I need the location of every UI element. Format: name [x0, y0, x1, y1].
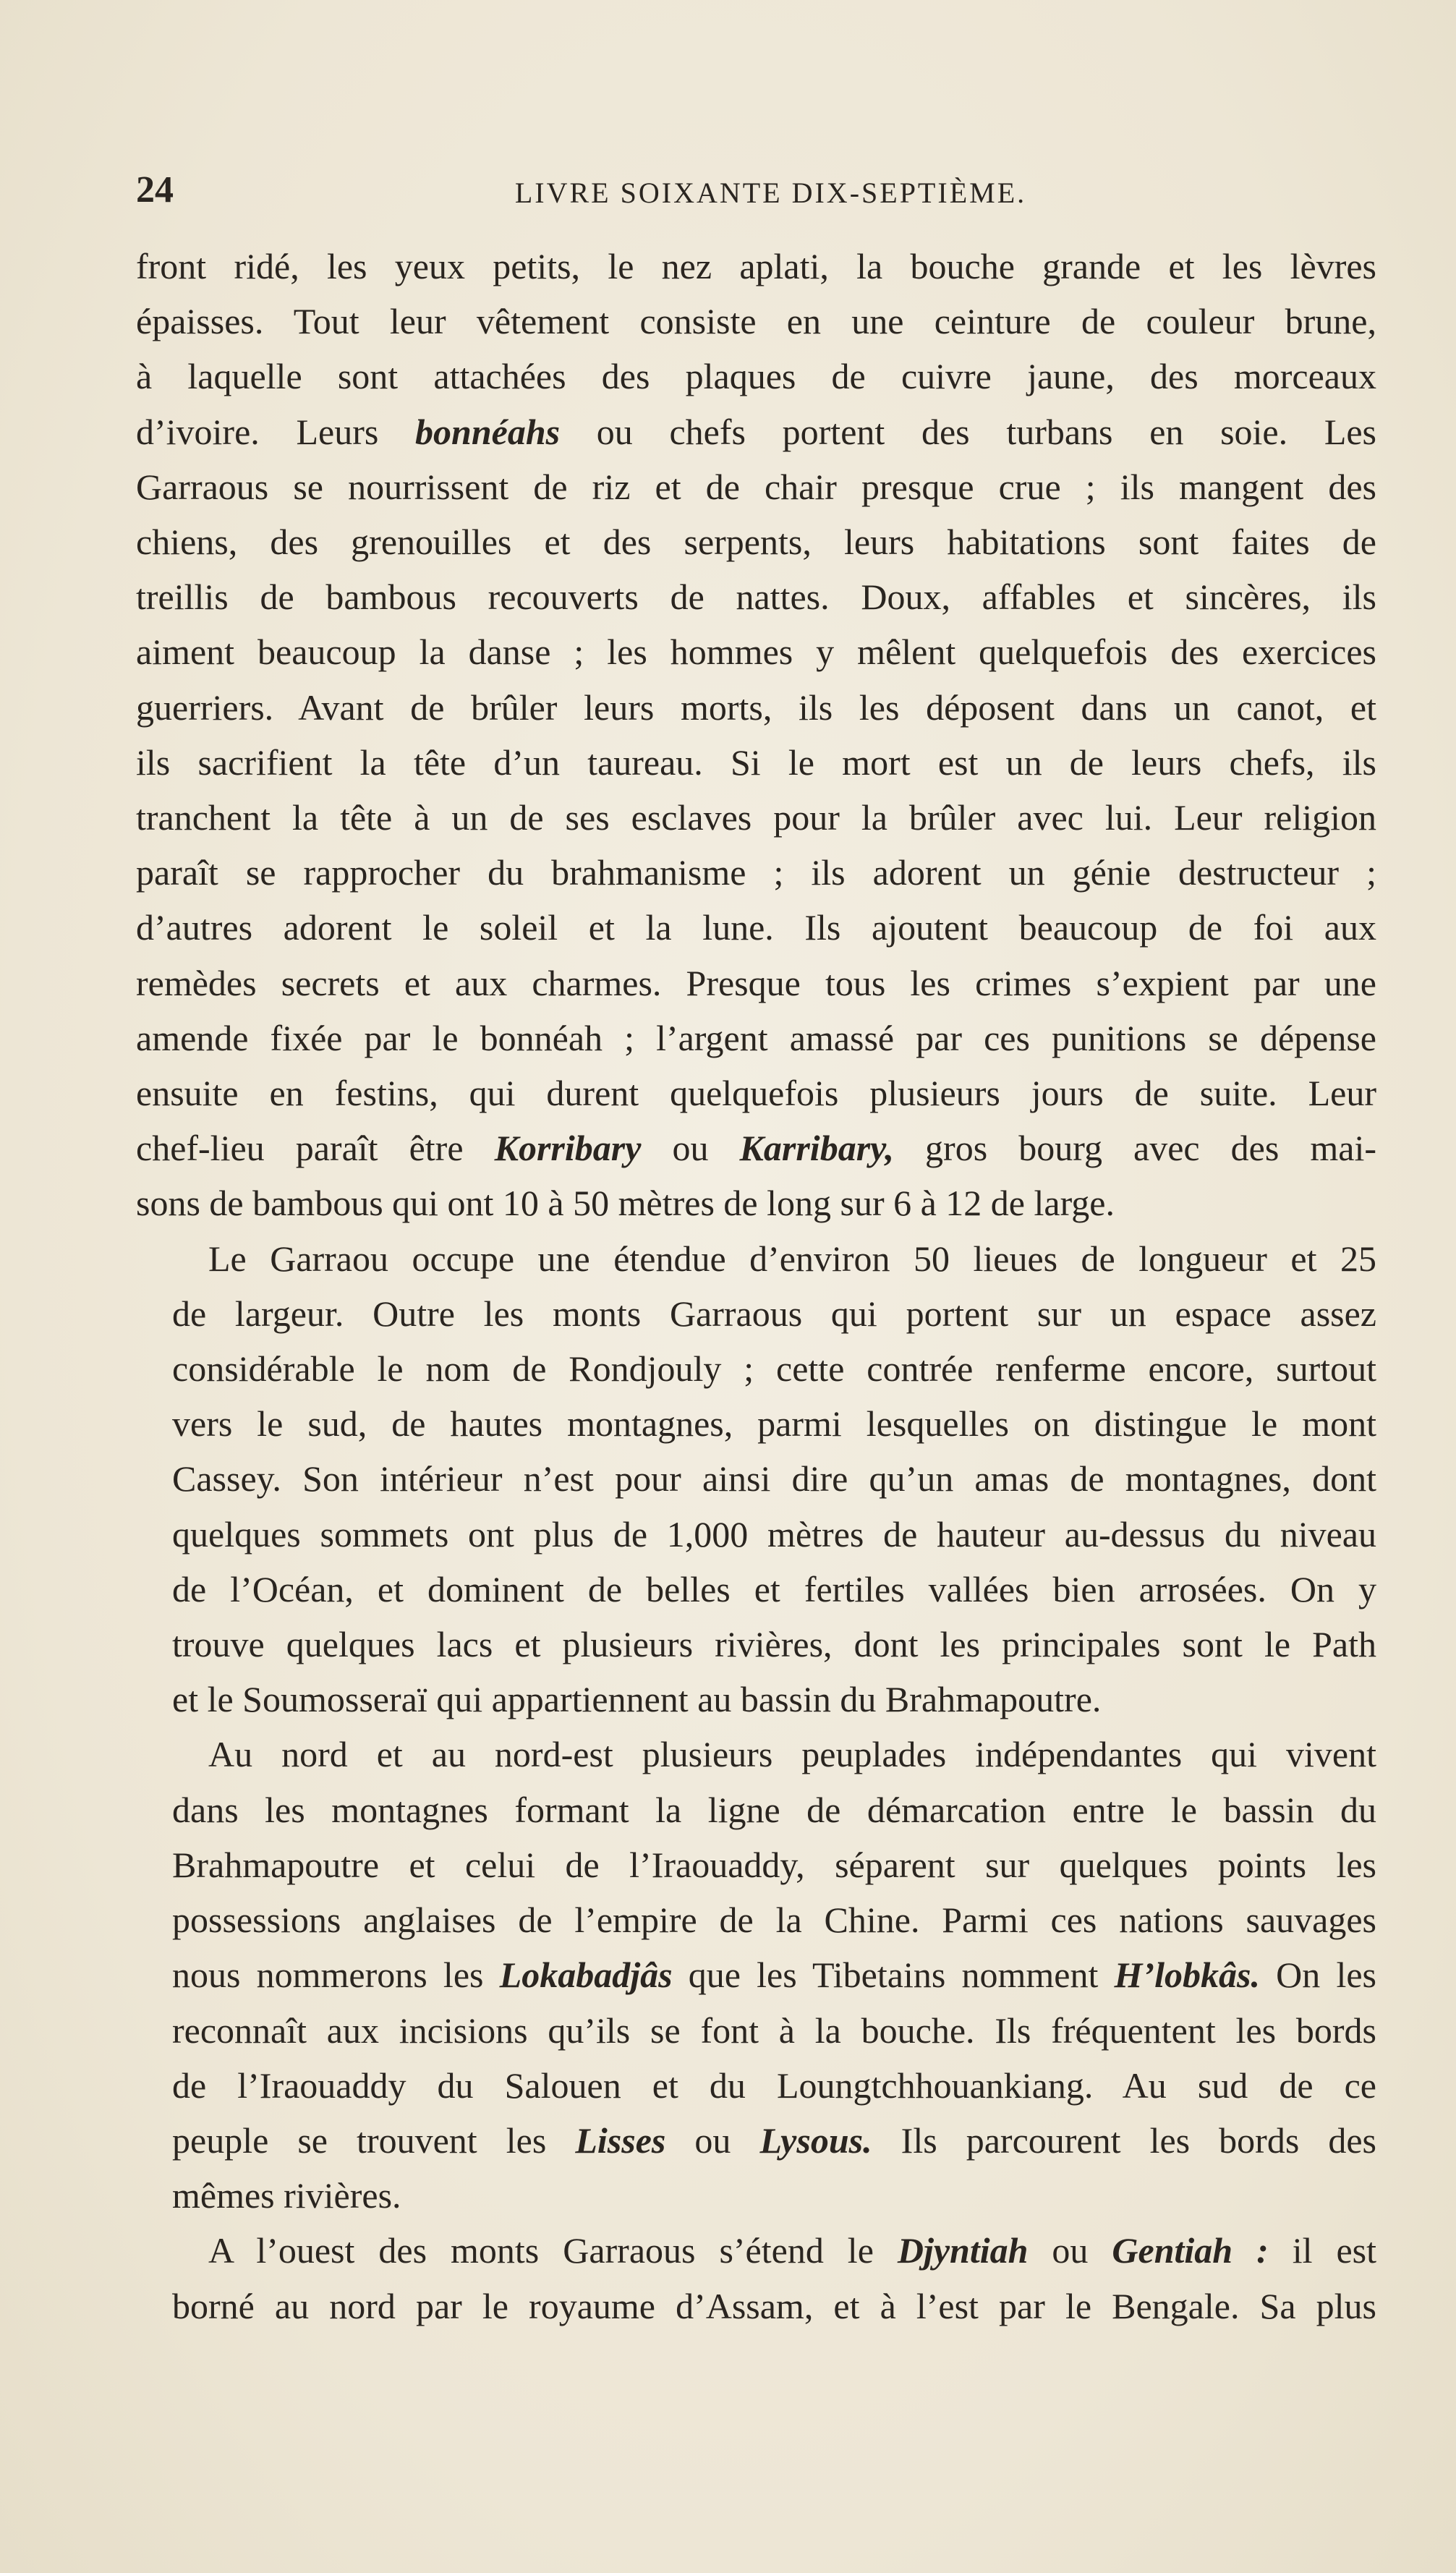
- text-line: Brahmapoutre et celui de l’Iraouaddy, séparent sur quelques points les: [172, 1844, 1376, 1885]
- text-line: quelques sommets ont plus de 1,000 mètres de hauteur au-dessus du niveau: [172, 1513, 1376, 1555]
- text-line: nous nommerons les Lokabadjâs que les Tibetains nomment H’lobkâs. On les: [172, 1955, 1376, 1996]
- text-line: sons de bambous qui ont 10 à 50 mètres de long sur 6 à 12 de large.: [136, 1183, 1115, 1224]
- text-line: paraît se rapprocher du brahmanisme ; ils adorent un génie destructeur ;: [136, 852, 1376, 893]
- text-line: mêmes rivières.: [172, 2175, 401, 2216]
- paragraph: [136, 2223, 1376, 2333]
- text-line: dans les montagnes formant la ligne de démarcation entre le bassin du: [172, 1789, 1376, 1830]
- text-line: Le Garraou occupe une étendue d’environ 50 lieues de longueur et 25: [208, 1238, 1376, 1279]
- text-line: trouve quelques lacs et plusieurs rivières, dont les principales sont le Path: [172, 1624, 1376, 1665]
- italic-term: Djyntiah: [897, 2230, 1029, 2271]
- text-line: Garraous se nourrissent de riz et de chair presque crue ; ils mangent des: [136, 466, 1376, 507]
- italic-term: Karribary,: [739, 1128, 894, 1169]
- text-line: peuple se trouvent les Lisses ou Lysous. Ils parcourent les bords des: [172, 2119, 1376, 2161]
- paragraph: [136, 1231, 1376, 1727]
- text-line: Cassey. Son intérieur n’est pour ainsi dire qu’un amas de montagnes, dont: [172, 1458, 1376, 1500]
- page-number: 24: [136, 169, 174, 210]
- text-line: d’ivoire. Leurs bonnéahs ou chefs portent des turbans en soie. Les: [136, 411, 1376, 452]
- italic-term: Lysous.: [759, 2119, 872, 2161]
- text-line: ils sacrifient la tête d’un taureau. Si le mort est un de leurs chefs, ils: [136, 741, 1376, 783]
- text-line: et le Soumosseraï qui appartiennent au bassin du Brahmapoutre.: [172, 1679, 1102, 1720]
- text-line: vers le sud, de hautes montagnes, parmi lesquelles on distingue le mont: [172, 1403, 1376, 1445]
- body-text: [136, 239, 1376, 2334]
- text-line: front ridé, les yeux petits, le nez aplati, la bouche grande et les lèvres: [136, 246, 1376, 286]
- italic-term: Gentiah :: [1112, 2230, 1269, 2271]
- text-line: guerriers. Avant de brûler leurs morts, ils les déposent dans un canot, et: [136, 686, 1376, 728]
- text-line: ensuite en festins, qui durent quelquefois plusieurs jours de suite. Leur: [136, 1073, 1376, 1114]
- text-line: aiment beaucoup la danse ; les hommes y mêlent quelquefois des exercices: [136, 631, 1376, 673]
- text-line: chef-lieu paraît être Korribary ou Karribary, gros bourg avec des mai-: [136, 1128, 1376, 1169]
- text-line: de l’Océan, et dominent de belles et fertiles vallées bien arrosées. On y: [172, 1568, 1376, 1609]
- text-line: Au nord et au nord-est plusieurs peuplades indépendantes qui vivent: [208, 1734, 1376, 1775]
- italic-term: bonnéahs: [415, 411, 561, 452]
- text-line: d’autres adorent le soleil et la lune. Ils ajoutent beaucoup de foi aux: [136, 907, 1376, 948]
- text-line: tranchent la tête à un de ses esclaves pour la brûler avec lui. Leur religion: [136, 797, 1376, 838]
- text-line: amende fixée par le bonnéah ; l’argent amassé par ces punitions se dépense: [136, 1017, 1376, 1058]
- text-line: à laquelle sont attachées des plaques de cuivre jaune, des morceaux: [136, 356, 1376, 397]
- italic-term: Lisses: [575, 2119, 666, 2161]
- text-line: de l’Iraouaddy du Salouen et du Loungtchhouankiang. Au sud de ce: [172, 2064, 1376, 2106]
- paragraph: [136, 1727, 1376, 2223]
- text-line: possessions anglaises de l’empire de la Chine. Parmi ces nations sauvages: [172, 1900, 1376, 1941]
- text-line: épaisses. Tout leur vêtement consiste en une ceinture de couleur brune,: [136, 301, 1376, 342]
- text-line: borné au nord par le royaume d’Assam, et à l’est par le Bengale. Sa plus: [172, 2285, 1376, 2326]
- text-line: de largeur. Outre les monts Garraous qui portent sur un espace assez: [172, 1293, 1376, 1334]
- text-line: considérable le nom de Rondjouly ; cette contrée renferme encore, surtout: [172, 1348, 1376, 1390]
- page-header: [136, 165, 1376, 216]
- text-line: reconnaît aux incisions qu’ils se font à la bouche. Ils fréquentent les bords: [172, 2010, 1376, 2051]
- text-line: treillis de bambous recouverts de nattes. Doux, affables et sincères, ils: [136, 577, 1376, 618]
- italic-term: H’lobkâs.: [1114, 1955, 1260, 1996]
- text-line: A l’ouest des monts Garraous s’étend le Djyntiah ou Gentiah : il est: [208, 2230, 1376, 2271]
- text-line: chiens, des grenouilles et des serpents, leurs habitations sont faites de: [136, 522, 1376, 563]
- italic-term: Lokabadjâs: [499, 1955, 673, 1996]
- running-head: LIVRE SOIXANTE DIX-SEPTIÈME.: [514, 177, 1027, 209]
- paragraph: [136, 239, 1376, 1231]
- text-line: remèdes secrets et aux charmes. Presque tous les crimes s’expient par une: [136, 962, 1376, 1003]
- italic-term: Korribary: [494, 1128, 642, 1169]
